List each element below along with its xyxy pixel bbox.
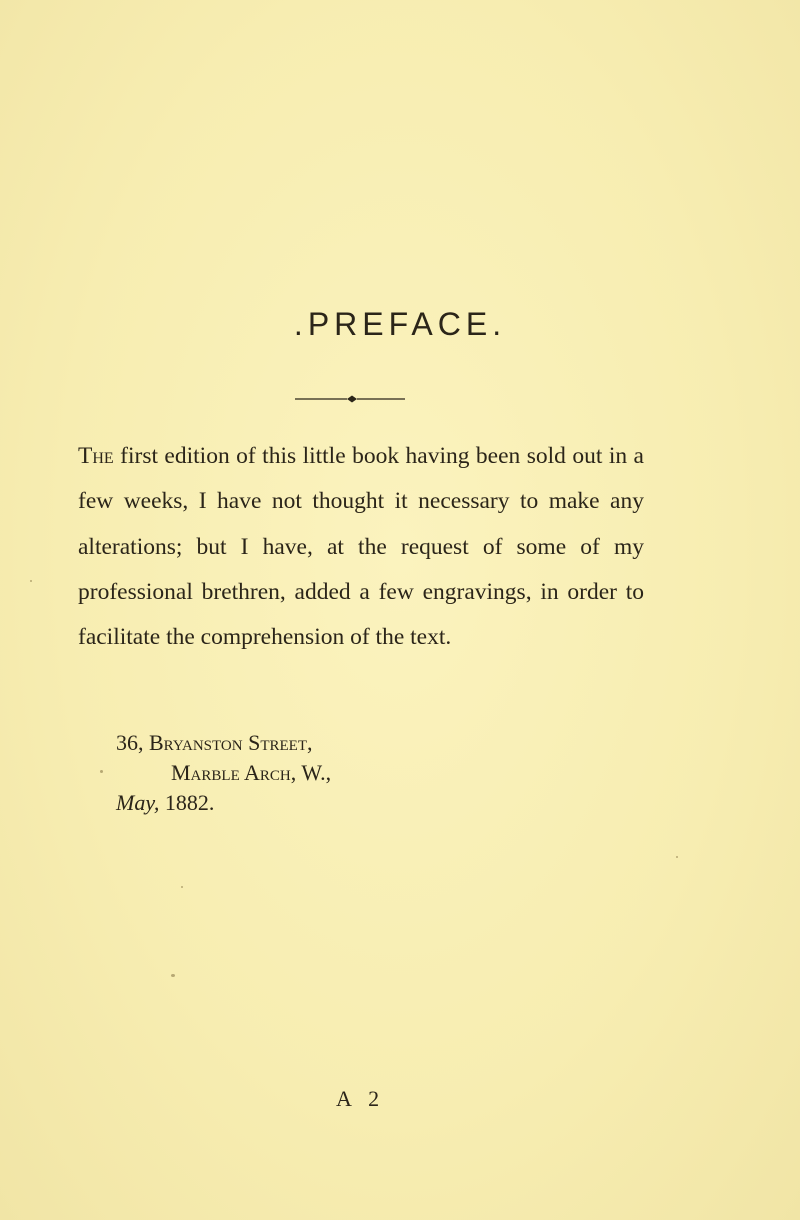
address-block: [116, 728, 331, 818]
page-title: .PREFACE.: [293, 306, 507, 342]
date-year: 1882.: [164, 790, 215, 815]
paper-speck: [676, 856, 678, 858]
address-line-2: Marble Arch, W.,: [171, 760, 332, 785]
paper-speck: [30, 580, 32, 582]
paper-speck: [181, 886, 183, 888]
ornament-divider: [295, 394, 415, 404]
preface-paragraph: [78, 434, 644, 660]
date-month: May,: [116, 790, 160, 815]
paragraph-text: first edition of this little book having been sold out in a few weeks, I have not thought it necessary to make any alterations; but I have, at the request of some of my professional brethren, added a few engravings, in order to facilitate the comprehension of the text.: [78, 443, 644, 651]
address-line-1: 36, Bryanston Street,: [116, 730, 313, 755]
address-date: [116, 788, 331, 818]
paper-speck: [171, 974, 175, 977]
lead-word: The: [78, 443, 114, 469]
paper-speck: [100, 770, 103, 773]
signature-mark: A 2: [336, 1086, 386, 1111]
